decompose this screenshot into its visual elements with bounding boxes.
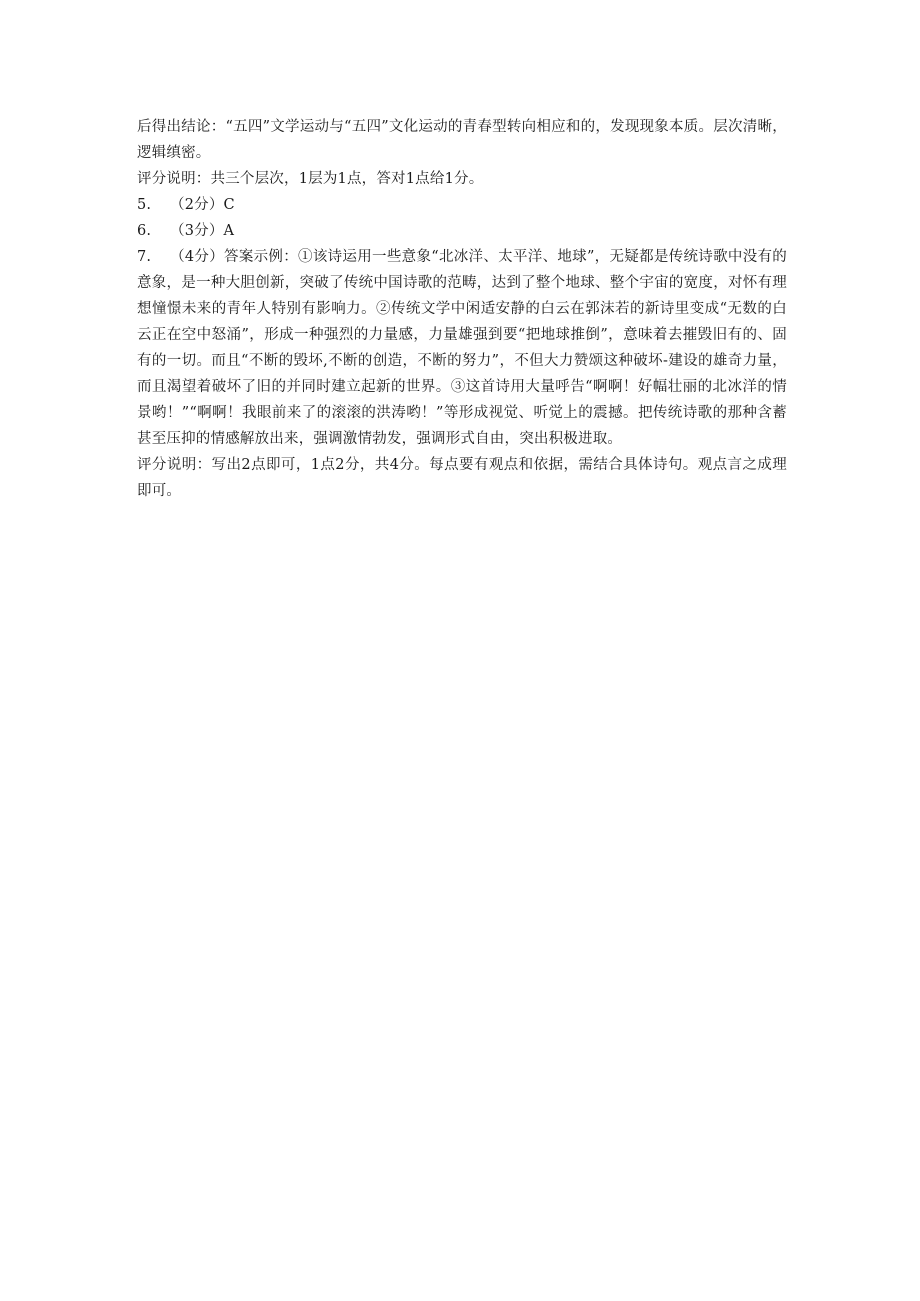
scoring-note-4: 评分说明：共三个层次，1层为1点，答对1点给1分。 [137,171,484,187]
answer-item-7 [137,244,787,452]
answer-item-5 [137,192,787,218]
item-answer: （3分）A [170,223,235,239]
conclusion-paragraph: 后得出结论：“五四”文学运动与“五四”文化运动的青春型转向相应和的，发现现象本质。层次清晰，逻辑缜密。 [137,119,787,161]
item-number: 5. [137,197,152,213]
answer-content [137,114,787,504]
answer-item-6 [137,218,787,244]
item-number: 6. [137,223,152,239]
item-answer: （4分）答案示例：①该诗运用一些意象“北冰洋、太平洋、地球”，无疑都是传统诗歌中没有的意象，是一种大胆创新，突破了传统中国诗歌的范畴，达到了整个地球、整个宇宙的宽度，对怀有理想憧憬未来的青年人特别有影响力。②传统文学中闲适安静的白云在郭沫若的新诗里变成“无数的白云正在空中怒涌”，形成一种强烈的力量感，力量雄强到要“把地球推倒”，意味着去摧毁旧有的、固有的一切。而且“不断的毁坏,不断的创造，不断的努力”，不但大力赞颂这种破坏-建设的雄奇力量，而且渴望着破坏了旧的并同时建立起新的世界。③这首诗用大量呼告“啊啊！好幅壮丽的北冰洋的情景哟！”“啊啊！我眼前来了的滚滚的洪涛哟！”等形成视觉、听觉上的震撼。把传统诗歌的那种含蓄甚至压抑的情感解放出来，强调激情勃发，强调形式自由，突出积极进取。 [137,249,787,447]
item-number: 7. [137,249,152,265]
item-answer: （2分）C [170,197,235,213]
scoring-note-7: 评分说明：写出2点即可，1点2分，共4分。每点要有观点和依据，需结合具体诗句。观点言之成理即可。 [137,457,787,499]
